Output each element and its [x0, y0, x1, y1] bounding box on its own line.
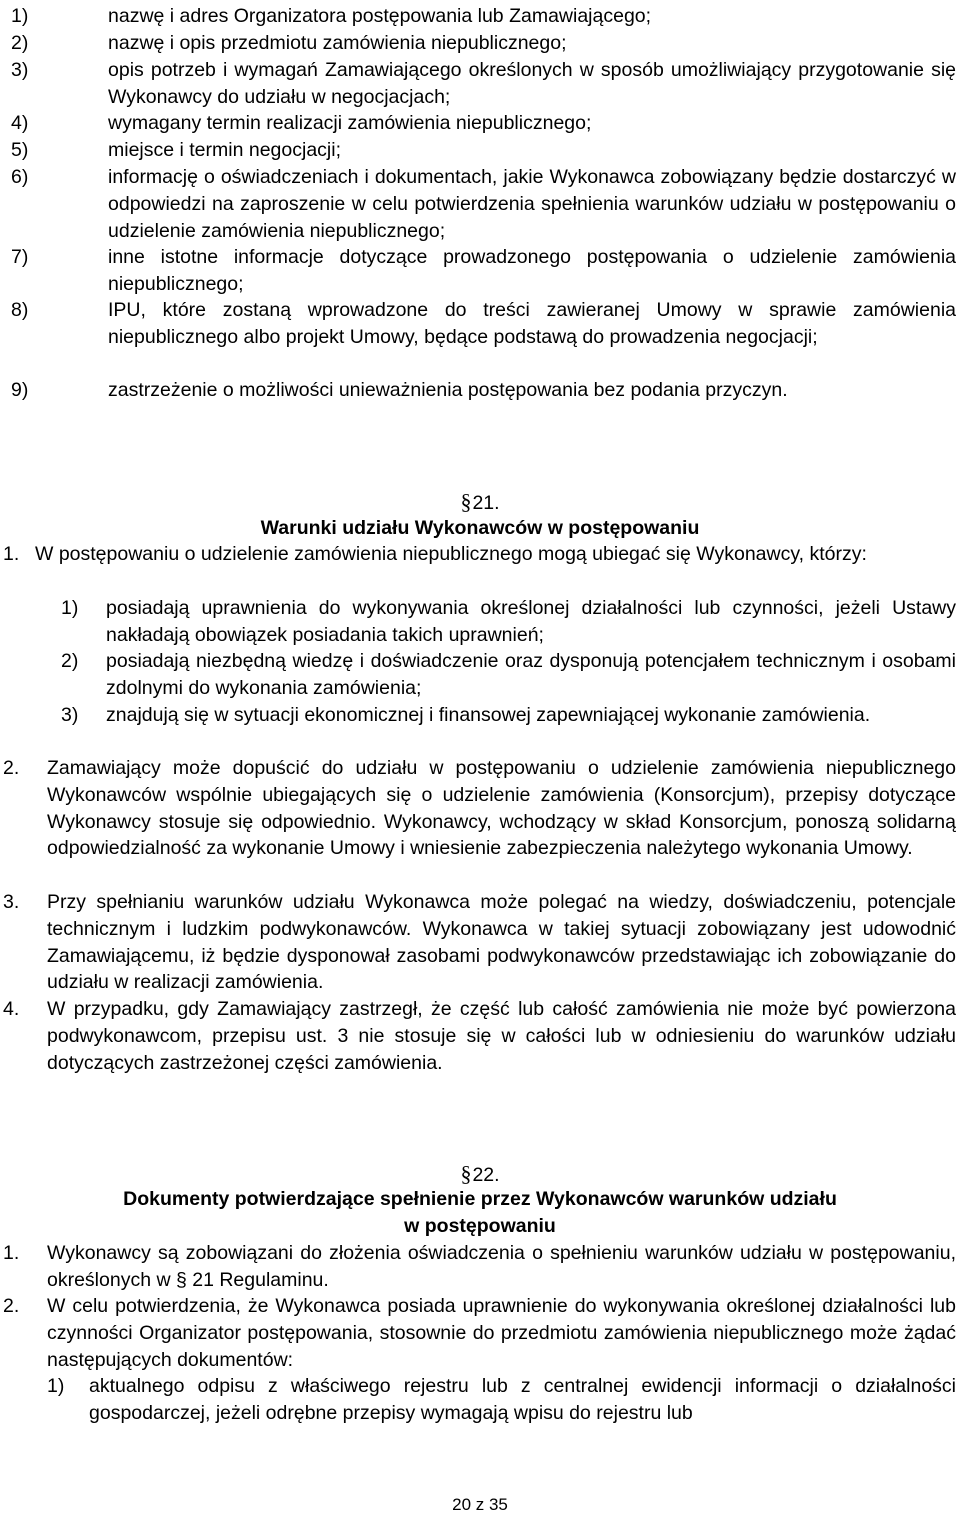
- paragraph-number: 4.: [3, 998, 20, 1020]
- paragraph-number: 3.: [3, 891, 20, 913]
- list-item-text: nazwę i opis przedmiotu zamówienia niepublicznego;: [108, 32, 567, 54]
- list-item: [61, 595, 956, 649]
- list-item-number: 6): [11, 166, 29, 188]
- list-item-number: 1): [47, 1375, 65, 1397]
- list-item-text: nazwę i adres Organizatora postępowania lub Zamawiającego;: [108, 5, 652, 27]
- list-item: [61, 648, 956, 702]
- paragraph: [3, 889, 956, 996]
- list-item: [11, 297, 956, 351]
- list-item-number: 2): [11, 32, 29, 54]
- paragraph-number: 1.: [3, 1242, 20, 1264]
- list-item-text: informację o oświadczeniach i dokumentach, jakie Wykonawca zobowiązany będzie dostarczyć w odpowiedzi na zaproszenie w celu potwierdzenia spełnienia warunków udziału w postępowaniu o udzielenie zamówienia niepublicznego;: [108, 166, 956, 242]
- list-item-text: miejsce i termin negocjacji;: [108, 139, 342, 161]
- list-item-text: IPU, które zostaną wprowadzone do treści zawieranej Umowy w sprawie zamówienia niepublicznego albo projekt Umowy, będące podstawą do prowadzenia negocjacji;: [108, 299, 956, 348]
- paragraph-text: W przypadku, gdy Zamawiający zastrzegł, że część lub całość zamówienia nie może być powierzona podwykonawcom, przepisu ust. 3 nie stosuje się w całości lub w odniesieniu do warunków udziału dotyczących zastrzeżonej części zamówienia.: [47, 998, 956, 1074]
- list-item: [11, 164, 956, 244]
- section-title-line-1: Dokumenty potwierdzające spełnienie przez Wykonawców warunków udziału: [123, 1188, 837, 1210]
- list-item: [11, 137, 956, 164]
- paragraph: [3, 1240, 956, 1294]
- list-item-text: opis potrzeb i wymagań Zamawiającego określonych w sposób umożliwiający przygotowanie się Wykonawcy do udziału w negocjacjach;: [108, 59, 956, 108]
- list-item: [47, 1373, 956, 1427]
- paragraph: [3, 541, 956, 568]
- list-item-text: posiadają uprawnienia do wykonywania określonej działalności lub czynności, jeżeli Ustawy nakładają obowiązek posiadania takich uprawnień;: [106, 597, 956, 646]
- paragraph-number: 2.: [3, 1295, 20, 1317]
- paragraph-text: Przy spełnianiu warunków udziału Wykonawca może polegać na wiedzy, doświadczeniu, potencjale technicznym i ludzkim podwykonawców. Wykonawca w takiej sytuacji zobowiązany jest udowodnić Zamawiającemu, iż będzie dysponował zasobami podwykonawców przedstawiając ich zobowiązanie do udziału w realizacji zamówienia.: [47, 891, 956, 994]
- list-item-text: wymagany termin realizacji zamówienia niepublicznego;: [108, 112, 592, 134]
- list-item: [11, 57, 956, 111]
- paragraph-text: Zamawiający może dopuścić do udziału w postępowaniu o udzielenie zamówienia niepublicznego Wykonawców wspólnie ubiegających się o udzielenie zamówienia (Konsorcjum), przepisy dotyczące Wykonawcy stosuje się odpowiednio. Wykonawcy, wchodzący w skład Konsorcjum, ponoszą solidarną odpowiedzialność za wykonanie Umowy i wniesienie zabezpieczenia należytego wykonania Umowy.: [47, 757, 956, 860]
- paragraph-number: 2.: [3, 757, 20, 779]
- list-item-text: inne istotne informacje dotyczące prowadzonego postępowania o udzielenie zamówienia niepublicznego;: [108, 246, 956, 295]
- list-item: [61, 702, 956, 729]
- list-item-number: 8): [11, 299, 29, 321]
- list-item-text: znajdują się w sytuacji ekonomicznej i finansowej zapewniającej wykonanie zamówienia.: [106, 704, 871, 726]
- list-item: [11, 30, 956, 57]
- list-item-number: 7): [11, 246, 29, 268]
- list-item-number: 4): [11, 112, 29, 134]
- paragraph: [3, 755, 956, 862]
- list-item-text: posiadają niezbędną wiedzę i doświadczenie oraz dysponują potencjałem technicznym i osobami zdolnymi do wykonania zamówienia;: [106, 650, 956, 699]
- list-item-text: zastrzeżenie o możliwości unieważnienia postępowania bez podania przyczyn.: [108, 379, 788, 401]
- paragraph-number: 1.: [3, 543, 20, 565]
- list-item: [11, 3, 956, 30]
- list-item-text: aktualnego odpisu z właściwego rejestru lub z centralnej ewidencji informacji o działalności gospodarczej, jeżeli odrębne przepisy wymagają wpisu do rejestru lub: [89, 1375, 956, 1424]
- list-item-number: 3): [11, 59, 29, 81]
- list-item-number: 3): [61, 704, 79, 726]
- page-number: 20 z 35: [452, 1495, 508, 1514]
- paragraph: [3, 1293, 956, 1373]
- list-item-number: 5): [11, 139, 29, 161]
- list-item-number: 1): [11, 5, 29, 27]
- list-item: [11, 244, 956, 298]
- section-title: [0, 1186, 960, 1240]
- list-item-number: 1): [61, 597, 79, 619]
- section-title-line-2: w postępowaniu: [404, 1214, 556, 1237]
- list-item: [11, 110, 956, 137]
- section-title: Warunki udziału Wykonawców w postępowaniu: [260, 517, 700, 539]
- section-number: §22.: [460, 1161, 500, 1186]
- paragraph: [3, 996, 956, 1076]
- paragraph-text: Wykonawcy są zobowiązani do złożenia oświadczenia o spełnieniu warunków udziału w postępowaniu, określonych w § 21 Regulaminu.: [47, 1242, 956, 1291]
- paragraph-text: W postępowaniu o udzielenie zamówienia niepublicznego mogą ubiegać się Wykonawcy, którzy:: [35, 543, 867, 565]
- section-number: §21.: [460, 489, 500, 514]
- list-item-number: 9): [11, 379, 29, 401]
- section-symbol: §: [460, 489, 472, 514]
- section-symbol: §: [460, 1161, 472, 1186]
- paragraph-text: W celu potwierdzenia, że Wykonawca posiada uprawnienie do wykonywania określonej działalności lub czynności Organizator postępowania, stosownie do przedmiotu zamówienia niepublicznego może żądać następujących dokumentów:: [47, 1295, 956, 1371]
- list-item-number: 2): [61, 650, 79, 672]
- list-item: [11, 377, 956, 404]
